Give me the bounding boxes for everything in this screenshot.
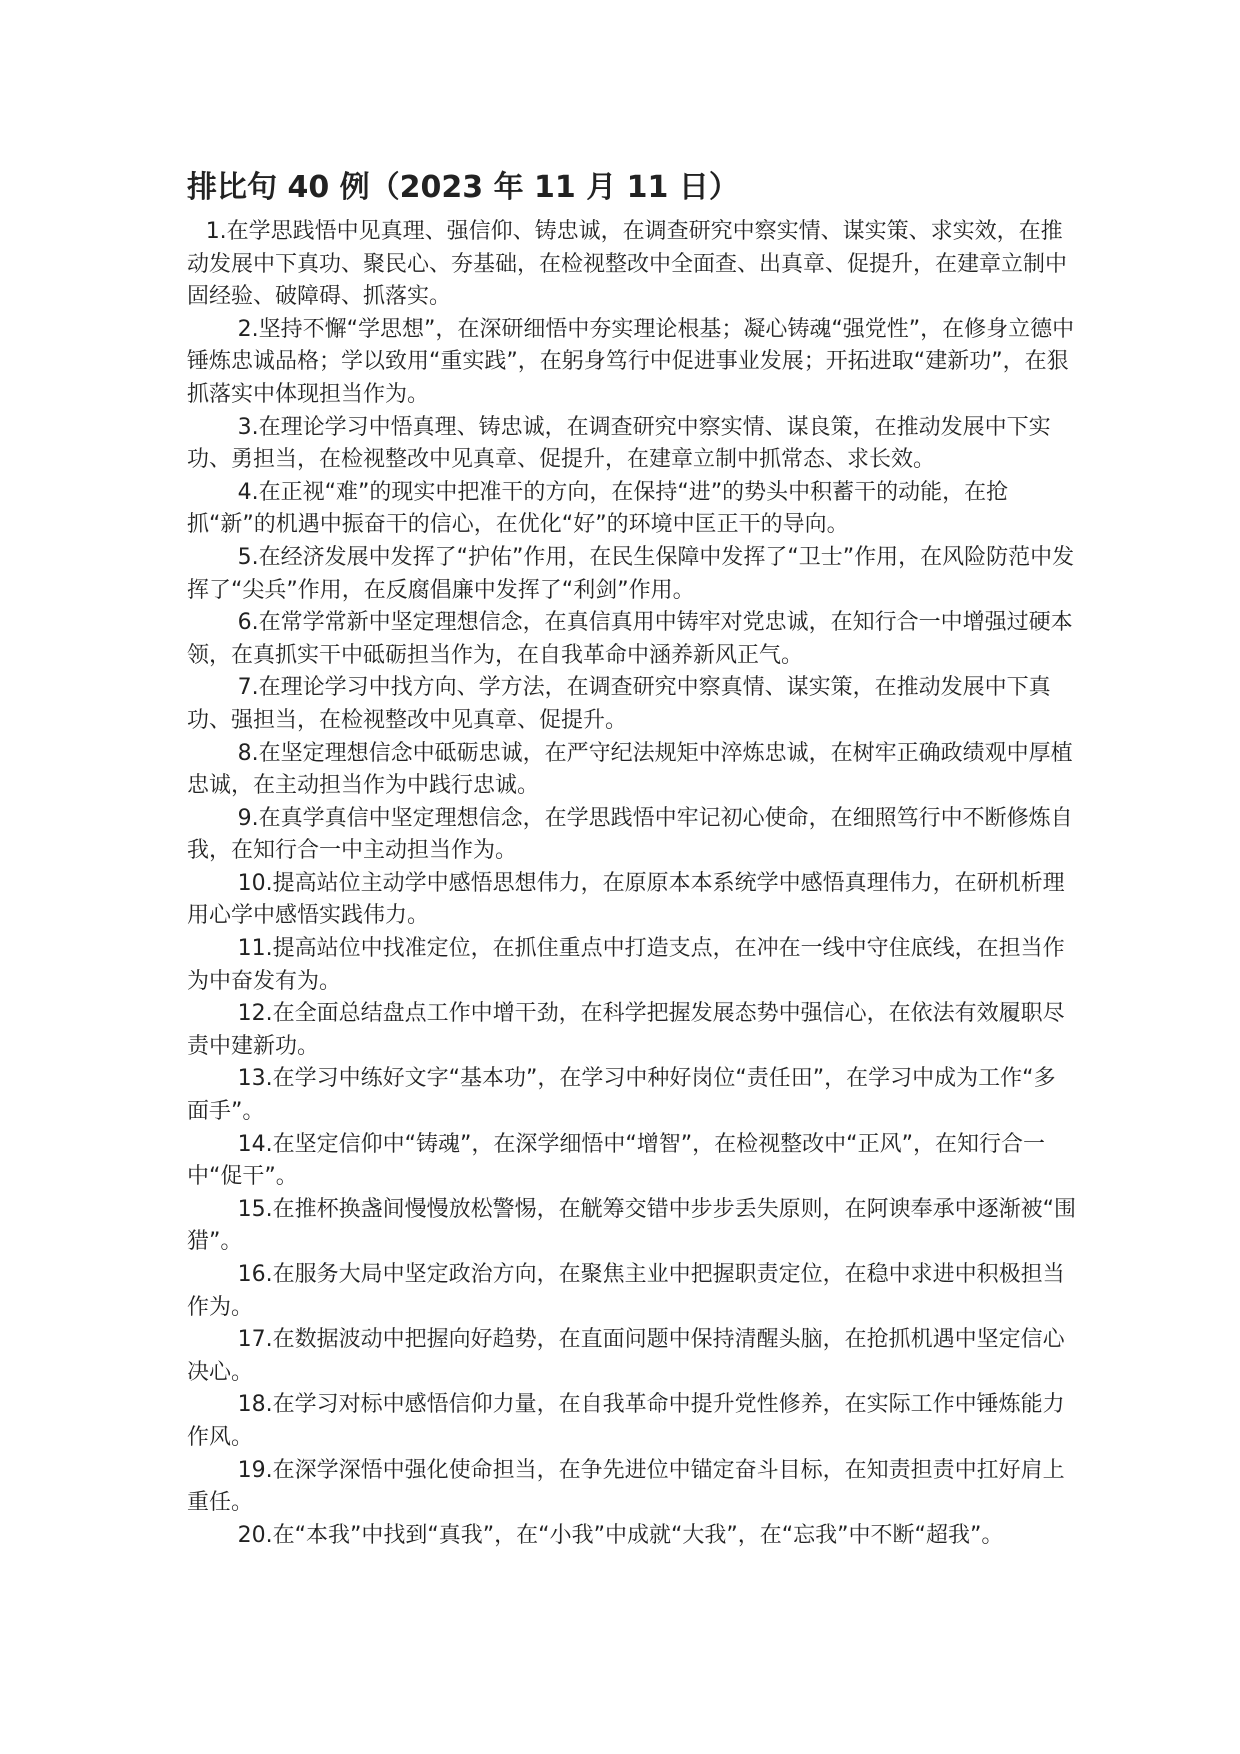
list-item: 18.在学习对标中感悟信仰力量，在自我革命中提升党性修养，在实际工作中锤炼能力作风。: [187, 1392, 1065, 1450]
list-item: 4.在正视“难”的现实中把准干的方向，在保持“进”的势头中积蓄干的动能，在抢抓“新”的机遇中振奋干的信心，在优化“好”的环境中匡正干的导向。: [187, 479, 1009, 538]
list-item: 2.坚持不懈“学思想”，在深研细悟中夯实理论根基；凝心铸魂“强党性”，在修身立德中锤炼忠诚品格；学以致用“重实践”，在躬身笃行中促进事业发展；开拓进取“建新功”，在狠抓落实中体现担当作为。: [187, 316, 1075, 407]
sentence-list: [187, 216, 1077, 1552]
list-item: 3.在理论学习中悟真理、铸忠诚，在调查研究中察实情、谋良策，在推动发展中下实功、勇担当，在检视整改中见真章、促提升，在建章立制中抓常态、求长效。: [187, 414, 1051, 473]
list-item: 11.提高站位中找准定位，在抓住重点中打造支点，在冲在一线中守住底线，在担当作为中奋发有为。: [187, 936, 1065, 994]
list-item: 17.在数据波动中把握向好趋势，在直面问题中保持清醒头脑，在抢抓机遇中坚定信心决心。: [187, 1327, 1065, 1385]
document-page: [187, 168, 1077, 1552]
list-item: 19.在深学深悟中强化使命担当，在争先进位中锚定奋斗目标，在知责担责中扛好肩上重任。: [187, 1457, 1065, 1516]
list-item: 15.在推杯换盏间慢慢放松警惕，在觥筹交错中步步丢失原则，在阿谀奉承中逐渐被“围猎”。: [187, 1196, 1076, 1255]
list-item: 9.在真学真信中坚定理想信念，在学思践悟中牢记初心使命，在细照笃行中不断修炼自我，在知行合一中主动担当作为。: [187, 805, 1073, 864]
document-title: 排比句 40 例（2023 年 11 月 11 日）: [187, 170, 739, 205]
list-item: 12.在全面总结盘点工作中增干劲，在科学把握发展态势中强信心，在依法有效履职尽责中建新功。: [187, 1001, 1065, 1059]
list-item: 7.在理论学习中找方向、学方法，在调查研究中察真情、谋实策，在推动发展中下真功、强担当，在检视整改中见真章、促提升。: [187, 675, 1051, 733]
list-item: 8.在坚定理想信念中砥砺忠诚，在严守纪法规矩中淬炼忠诚，在树牢正确政绩观中厚植忠诚，在主动担当作为中践行忠诚。: [187, 740, 1073, 799]
list-item: 10.提高站位主动学中感悟思想伟力，在原原本本系统学中感悟真理伟力，在研机析理用心学中感悟实践伟力。: [187, 870, 1065, 929]
list-item: 20.在“本我”中找到“真我”，在“小我”中成就“大我”，在“忘我”中不断“超我”。: [237, 1522, 1004, 1548]
list-item: 1.在学思践悟中见真理、强信仰、铸忠诚，在调查研究中察实情、谋实策、求实效，在推动发展中下真功、聚民心、夯基础，在检视整改中全面查、出真章、促提升，在建章立制中固经验、破障碍、抓落实。: [187, 219, 1068, 310]
list-item: 6.在常学常新中坚定理想信念，在真信真用中铸牢对党忠诚，在知行合一中增强过硬本领，在真抓实干中砥砺担当作为，在自我革命中涵养新风正气。: [187, 610, 1073, 668]
list-item: 14.在坚定信仰中“铸魂”，在深学细悟中“增智”，在检视整改中“正风”，在知行合一中“促干”。: [187, 1131, 1045, 1190]
list-item: 16.在服务大局中坚定政治方向，在聚焦主业中把握职责定位，在稳中求进中积极担当作为。: [187, 1262, 1065, 1320]
list-item: 5.在经济发展中发挥了“护佑”作用，在民生保障中发挥了“卫士”作用，在风险防范中发挥了“尖兵”作用，在反腐倡廉中发挥了“利剑”作用。: [187, 544, 1075, 603]
list-item: 13.在学习中练好文字“基本功”，在学习中种好岗位“责任田”，在学习中成为工作“多面手”。: [187, 1066, 1056, 1125]
